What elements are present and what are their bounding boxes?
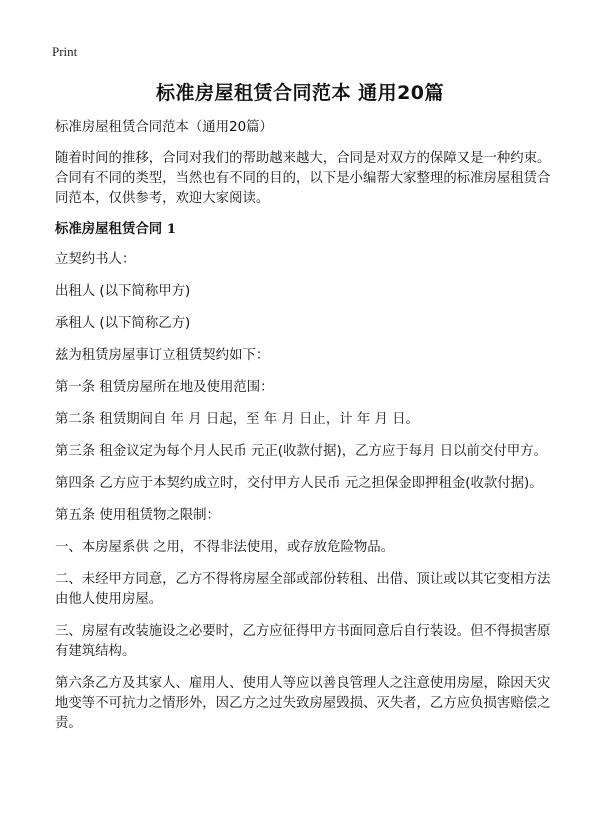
clause-1: 第一条 租赁房屋所在地及使用范围： <box>55 380 274 395</box>
clause-5-item-1: 一、本房屋系供 之用，不得非法使用，或存放危险物品。 <box>55 540 395 555</box>
document-subtitle: 标准房屋租赁合同范本（通用20篇） <box>55 120 273 135</box>
clause-4: 第四条 乙方应于本契约成立时，交付甲方人民币 元之担保金即押租金(收款付据)。 <box>55 476 543 491</box>
clause-5-item-3: 三、房屋有改装施设之必要时，乙方应征得甲方书面同意后自行装设。但不得损害原有建筑结构。 <box>55 624 551 659</box>
document-title: 标准房屋租赁合同范本 通用20篇 <box>155 82 445 104</box>
lessee-line: 承租人 (以下简称乙方) <box>55 316 191 331</box>
clause-6: 第六条乙方及其家人、雇用人、使用人等应以善良管理人之注意使用房屋，除因天灾地变等不可抗力之情形外，因乙方之过失致房屋毁损、灭失者，乙方应负损害赔偿之责。 <box>55 676 551 731</box>
clause-5-item-2: 二、未经甲方同意，乙方不得将房屋全部或部份转租、出借、顶让或以其它变相方法由他人使用房屋。 <box>55 572 551 607</box>
clause-2: 第二条 租赁期间自 年 月 日起，至 年 月 日止，计 年 月 日。 <box>55 412 419 427</box>
intro-paragraph: 随着时间的推移，合同对我们的帮助越来越大，合同是对双方的保障又是一种约束。合同有不同的类型，当然也有不同的目的，以下是小编帮大家整理的标准房屋租赁合同范本，仅供参考，欢迎大家阅读。 <box>55 151 551 206</box>
lessor-line: 出租人 (以下简称甲方) <box>55 284 191 299</box>
agreement-preamble: 兹为租赁房屋事订立租赁契约如下： <box>55 348 270 363</box>
clause-5: 第五条 使用租赁物之限制： <box>55 508 220 523</box>
section-heading: 标准房屋租赁合同 1 <box>55 221 177 237</box>
print-label: Print <box>52 44 78 59</box>
clause-3: 第三条 租金议定为每个月人民币 元正(收款付据)，乙方应于每月 日以前交付甲方。 <box>55 444 547 459</box>
contract-parties-label: 立契约书人： <box>55 252 136 267</box>
document-body <box>55 118 551 746</box>
